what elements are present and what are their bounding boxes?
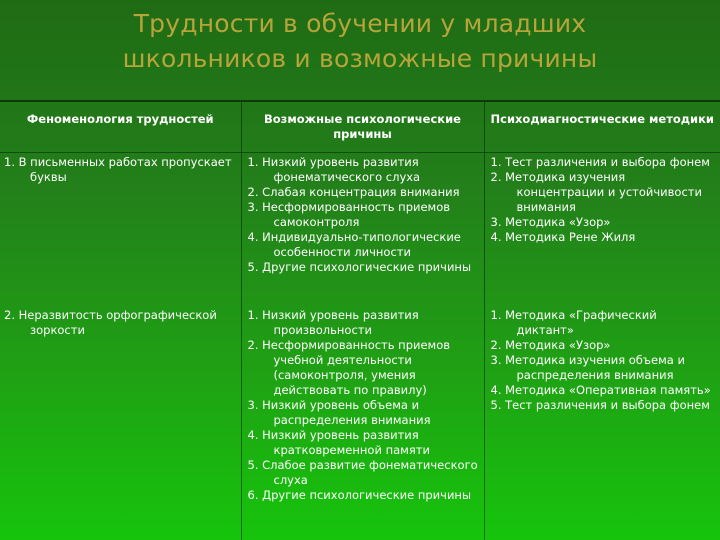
cell-phenomenology <box>0 306 241 540</box>
list-item: 2. Неразвитость орфографической зоркости <box>4 308 217 337</box>
cell-causes <box>241 153 484 307</box>
list-item: 3. Несформированность приемов самоконтроля <box>247 200 451 229</box>
list-item: 5. Тест различения и выбора фонем <box>490 398 710 412</box>
list-item: 4. Низкий уровень развития кратковременной памяти <box>247 428 430 457</box>
list-item: 1. Методика «Графический диктант» <box>490 308 657 337</box>
list-item: 3. Методика изучения объема и распределения внимания <box>490 353 685 382</box>
slide-title-line-2: школьников и возможные причины <box>122 44 598 73</box>
header-causes: Возможные психологические причины <box>241 101 484 153</box>
list-item: 1. Тест различения и выбора фонем <box>490 155 710 169</box>
list-item: 2. Методика «Узор» <box>490 338 611 352</box>
cell-causes <box>241 306 484 540</box>
slide-title <box>0 6 720 76</box>
list-item: 1. Низкий уровень развития произвольности <box>247 308 419 337</box>
list-item: 2. Методика изучения концентрации и устойчивости внимания <box>490 170 702 214</box>
list-item: 2. Несформированность приемов учебной деятельности (самоконтроля, умения действовать по правилу) <box>247 338 451 397</box>
difficulties-table <box>0 100 720 540</box>
cell-methods <box>484 306 720 540</box>
list-item: 4. Методика Рене Жиля <box>490 230 636 244</box>
header-methods: Психодиагностические методики <box>484 101 720 153</box>
header-phenomenology: Феноменология трудностей <box>0 101 241 153</box>
list-item: 1. Низкий уровень развития фонематического слуха <box>247 155 421 184</box>
list-item: 3. Методика «Узор» <box>490 215 611 229</box>
cell-methods <box>484 153 720 307</box>
table-header-row <box>0 101 720 153</box>
list-item: 1. В письменных работах пропускает буквы <box>4 155 232 184</box>
list-item: 4. Индивидуально-типологические особенности личности <box>247 230 461 259</box>
table-row <box>0 306 720 540</box>
list-item: 3. Низкий уровень объема и распределения внимания <box>247 398 431 427</box>
list-item: 6. Другие психологические причины <box>247 488 472 502</box>
list-item: 2. Слабая концентрация внимания <box>247 185 460 199</box>
slide-title-line-1: Трудности в обучении у младших <box>133 9 587 38</box>
list-item: 5. Слабое развитие фонематического слуха <box>247 458 478 487</box>
table-row <box>0 153 720 307</box>
cell-phenomenology <box>0 153 241 307</box>
list-item: 5. Другие психологические причины <box>247 260 472 274</box>
list-item: 4. Методика «Оперативная память» <box>490 383 711 397</box>
